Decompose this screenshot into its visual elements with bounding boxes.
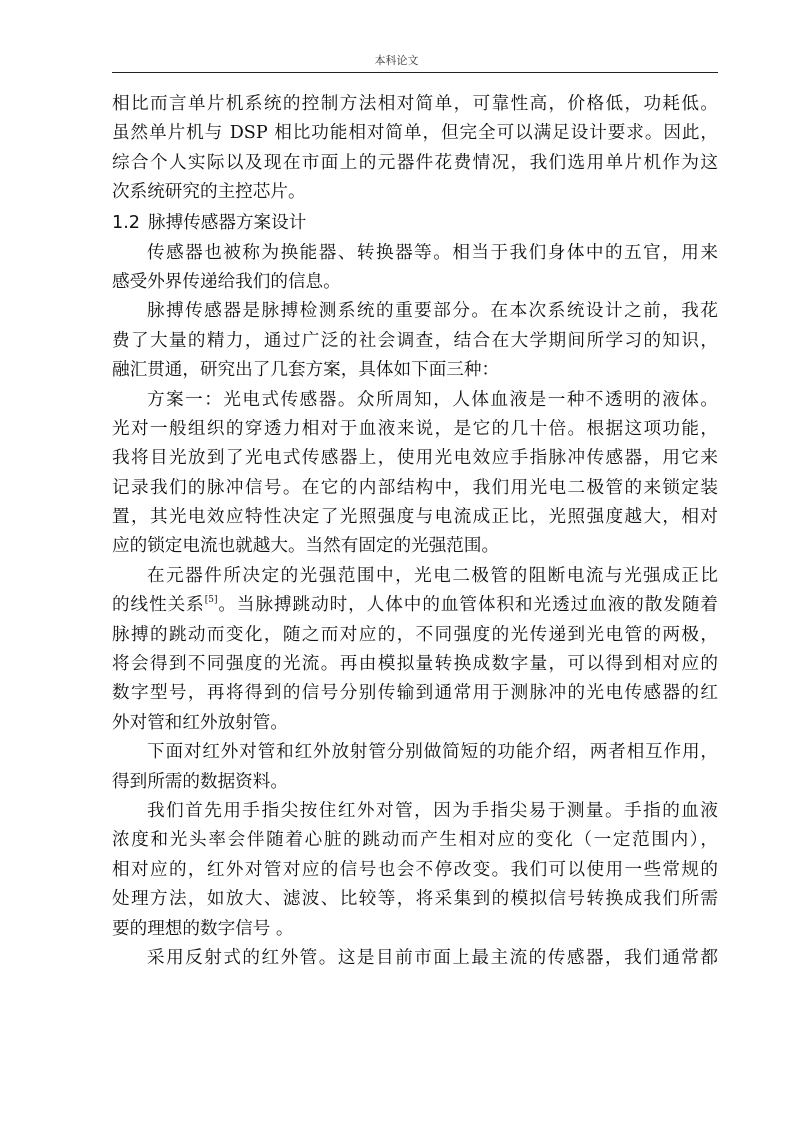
text-line: 虽然单片机与 DSP 相比功能相对简单，但完全可以满足设计要求。因此， bbox=[112, 123, 718, 144]
text-line: 传感器也被称为换能器、转换器等。相当于我们身体中的五官，用来 bbox=[147, 242, 718, 263]
header-rule bbox=[112, 72, 718, 73]
document-body bbox=[112, 90, 718, 973]
paragraph bbox=[112, 90, 718, 208]
text-line: 相对应的，红外对管对应的信号也会不停改变。我们可以使用一些常规的 bbox=[112, 859, 718, 880]
citation-ref[interactable]: [5] bbox=[204, 595, 218, 606]
text-span: 。当脉搏跳动时，人体中的血管体积和光透过血液的散发随着 bbox=[217, 595, 718, 616]
text-line: 脉搏传感器是脉搏检测系统的重要部分。在本次系统设计之前，我花 bbox=[147, 301, 718, 322]
text-line: 我将目光放到了光电式传感器上，使用光电效应手指脉冲传感器，用它来 bbox=[112, 448, 718, 469]
text-line: 方案一：光电式传感器。众所周知，人体血液是一种不透明的液体。 bbox=[147, 389, 718, 410]
text-line: 处理方法，如放大、滤波、比较等，将采集到的模拟信号转换成我们所需 bbox=[112, 889, 718, 910]
paragraph bbox=[112, 797, 718, 944]
paragraph bbox=[112, 562, 718, 738]
text-line: 相比而言单片机系统的控制方法相对简单，可靠性高，价格低，功耗低。 bbox=[112, 94, 718, 114]
text-line: 脉搏的跳动而变化，随之而对应的，不同强度的光传递到光电管的两极， bbox=[112, 624, 718, 645]
paragraph bbox=[112, 386, 718, 562]
text-line: 得到所需的数据资料。 bbox=[112, 771, 288, 792]
paragraph bbox=[112, 944, 718, 973]
text-line bbox=[112, 591, 718, 620]
text-line: 次系统研究的主控芯片。 bbox=[112, 182, 306, 203]
text-line: 光对一般组织的穿透力相对于血液来说，是它的几十倍。根据这项功能， bbox=[112, 418, 718, 439]
paragraph bbox=[112, 297, 718, 385]
text-line: 应的锁定电流也就越大。当然有固定的光强范围。 bbox=[112, 536, 500, 557]
section-title: 脉搏传感器方案设计 bbox=[147, 212, 307, 233]
text-line: 要的理想的数字信号 。 bbox=[112, 918, 294, 939]
text-line: 外对管和红外放射管。 bbox=[112, 712, 288, 733]
text-line: 费了大量的精力，通过广泛的社会调查，结合在大学期间所学习的知识， bbox=[112, 330, 718, 351]
text-line: 我们首先用手指尖按住红外对管，因为手指尖易于测量。手指的血液 bbox=[147, 800, 718, 821]
text-line: 数字型号，再将得到的信号分别传输到通常用于测脉冲的光电传感器的红 bbox=[112, 683, 718, 704]
text-line: 在元器件所决定的光强范围中，光电二极管的阻断电流与光强成正比 bbox=[147, 565, 718, 586]
text-line: 浓度和光头率会伴随着心脏的跳动而产生相对应的变化（一定范围内）， bbox=[112, 830, 718, 851]
text-line: 采用反射式的红外管。这是目前市面上最主流的传感器，我们通常都 bbox=[147, 947, 718, 968]
text-line: 下面对红外对管和红外放射管分别做简短的功能介绍，两者相互作用， bbox=[147, 742, 718, 763]
text-line: 感受外界传递给我们的信息。 bbox=[112, 271, 341, 292]
text-line: 综合个人实际以及现在市面上的元器件花费情况，我们选用单片机作为这 bbox=[112, 152, 718, 173]
paragraph bbox=[112, 738, 718, 797]
paragraph bbox=[112, 239, 718, 298]
text-line: 融汇贯通，研究出了几套方案，具体如下面三种： bbox=[112, 360, 500, 381]
text-line: 将会得到不同强度的光流。再由模拟量转换成数字量，可以得到相对应的 bbox=[112, 654, 718, 675]
text-line: 置，其光电效应特性决定了光照强度与电流成正比，光照强度越大，相对 bbox=[112, 507, 718, 528]
text-line: 记录我们的脉冲信号。在它的内部结构中，我们用光电二极管的来锁定装 bbox=[112, 477, 718, 498]
page-header: 本科论文 bbox=[374, 54, 419, 67]
section-number: 1.2 bbox=[112, 212, 140, 233]
text-span: 的线性关系 bbox=[112, 595, 205, 616]
section-heading bbox=[112, 208, 718, 239]
